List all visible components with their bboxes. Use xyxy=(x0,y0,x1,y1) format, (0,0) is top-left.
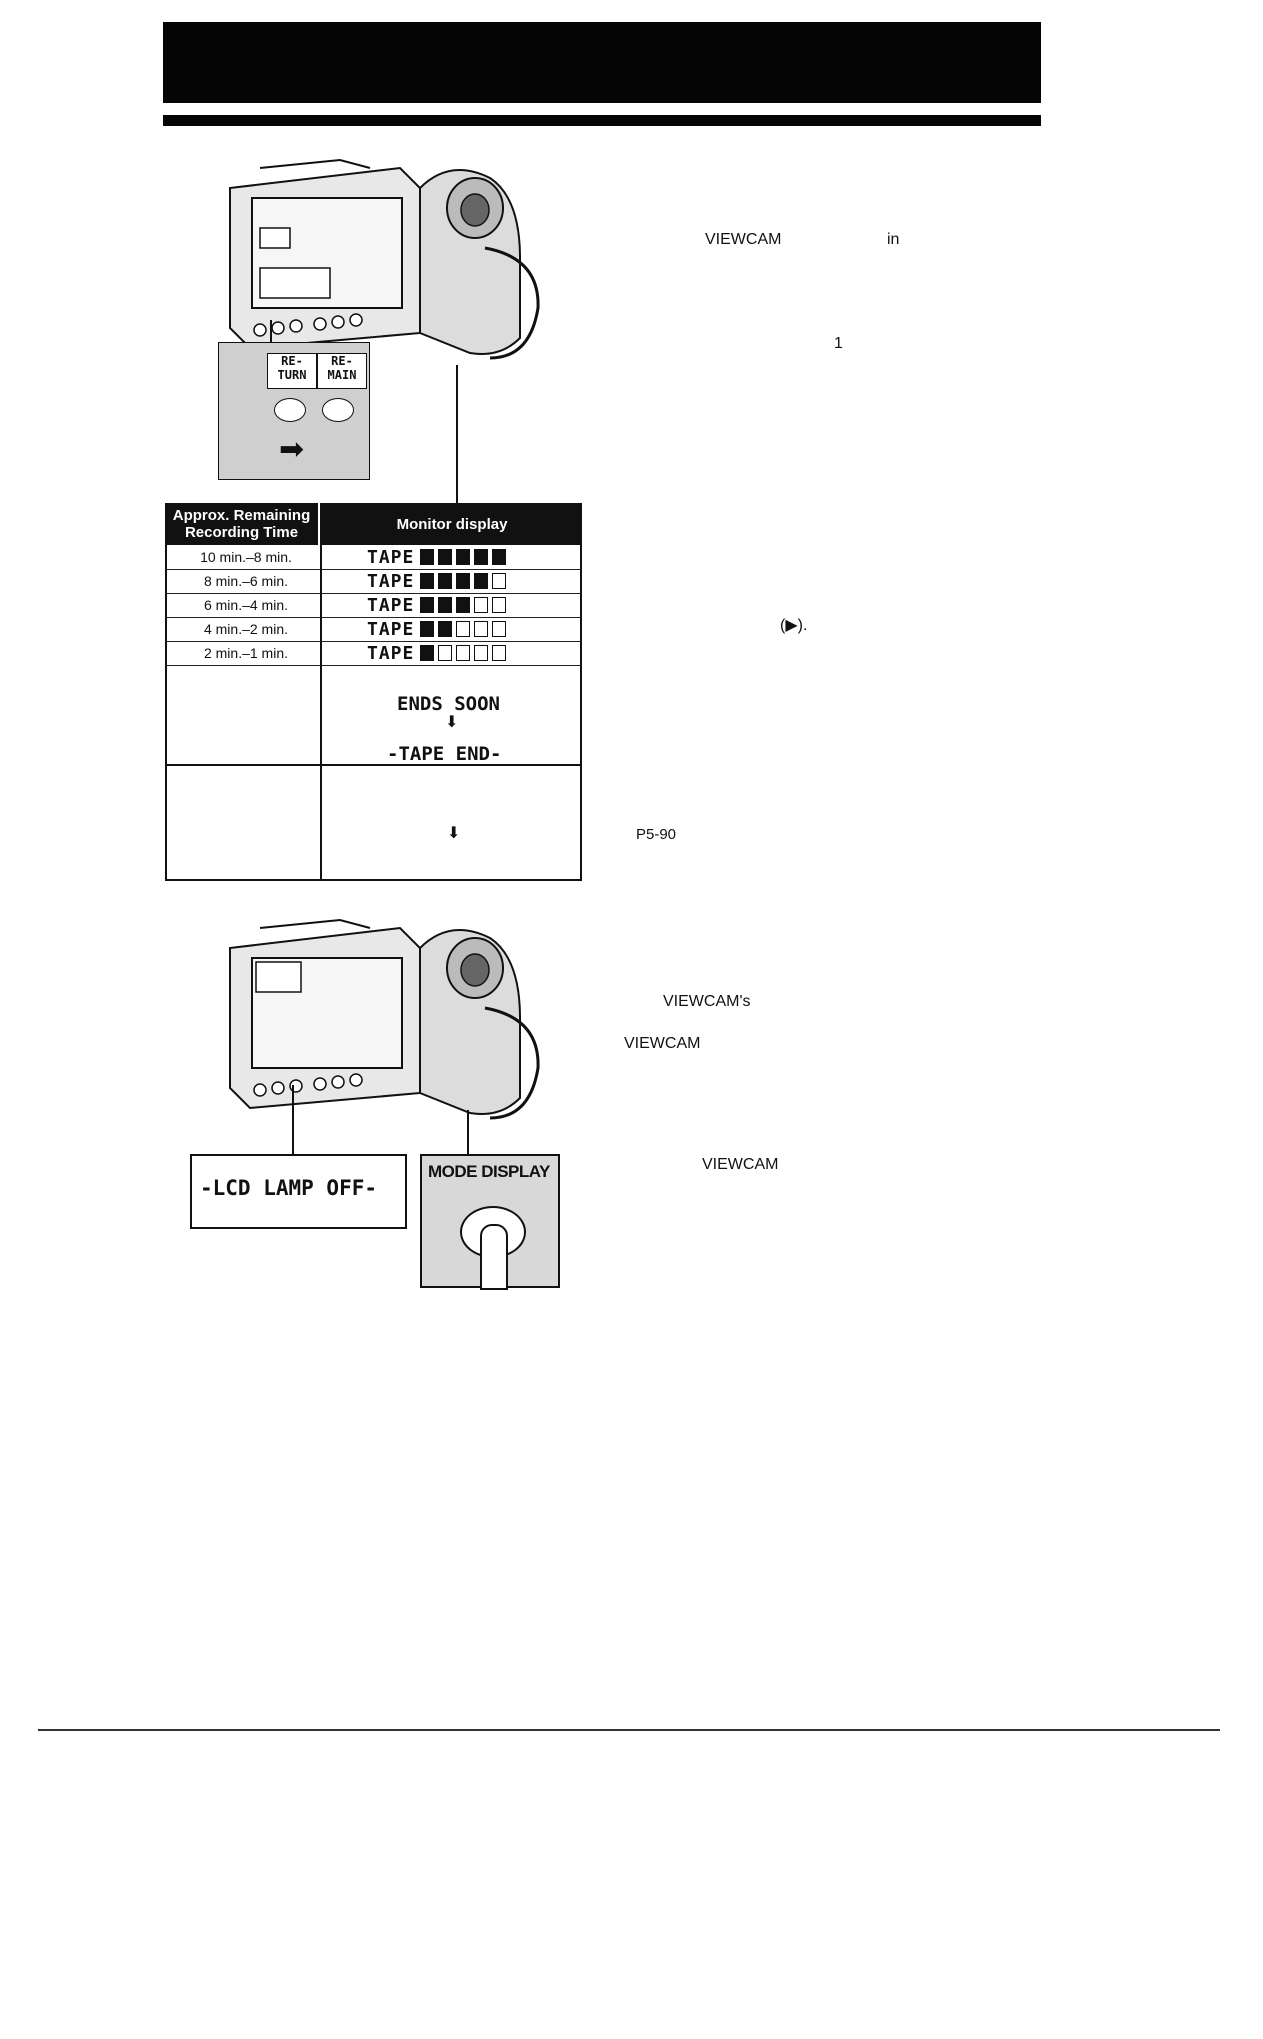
tape-bar-filled-icon xyxy=(456,597,470,613)
table-header-time: Approx. Remaining Recording Time xyxy=(165,503,318,545)
arrow-right-icon: ➡ xyxy=(279,433,305,466)
remain-label: RE- MAIN xyxy=(317,353,367,389)
tape-label: TAPE xyxy=(367,618,415,640)
return-button[interactable] xyxy=(274,398,306,422)
return-label: RE- TURN xyxy=(267,353,317,389)
row-display xyxy=(367,617,506,641)
row-display xyxy=(367,569,506,593)
header-rule xyxy=(163,115,1041,126)
tape-bar-filled-icon xyxy=(438,621,452,637)
button-inset xyxy=(218,342,370,480)
side-text-in: in xyxy=(887,231,900,248)
header-bar xyxy=(163,22,1041,103)
arrow-down-icon: ⬇ xyxy=(447,825,461,842)
arrow-down-icon: ⬇ xyxy=(445,714,459,731)
row-time: 4 min.–2 min. xyxy=(203,621,289,637)
tape-bar-empty-icon xyxy=(492,645,506,661)
side-text-viewcam: VIEWCAM xyxy=(705,231,782,248)
remain-button[interactable] xyxy=(322,398,354,422)
side-text-viewcam: VIEWCAM xyxy=(702,1156,779,1173)
table-row xyxy=(165,569,582,594)
lcd-lamp-off-text: -LCD LAMP OFF- xyxy=(200,1176,378,1200)
tape-bar-filled-icon xyxy=(438,597,452,613)
tape-bar-filled-icon xyxy=(420,645,434,661)
row-time: 2 min.–1 min. xyxy=(203,645,289,661)
side-text-viewcams: VIEWCAM's xyxy=(663,993,751,1010)
tape-bar-filled-icon xyxy=(420,549,434,565)
tape-bar-empty-icon xyxy=(492,621,506,637)
lcd-lamp-off-box xyxy=(190,1154,407,1229)
table-row xyxy=(165,617,582,642)
tape-label: TAPE xyxy=(367,570,415,592)
row-display xyxy=(367,545,506,569)
tape-bar-filled-icon xyxy=(438,573,452,589)
leader-line xyxy=(292,1085,294,1155)
tape-label: TAPE xyxy=(367,594,415,616)
tape-bar-empty-icon xyxy=(438,645,452,661)
leader-line xyxy=(467,1110,469,1155)
table-row xyxy=(165,545,582,570)
footer-rule xyxy=(38,1729,1220,1731)
camera-illustration-bottom xyxy=(220,918,550,1128)
tape-bar-filled-icon xyxy=(438,549,452,565)
tape-bar-filled-icon xyxy=(456,549,470,565)
table-row xyxy=(165,641,582,666)
row-time: 6 min.–4 min. xyxy=(203,597,289,613)
remaining-time-table xyxy=(165,503,582,881)
table-border-left xyxy=(165,545,167,881)
tape-bar-empty-icon xyxy=(456,621,470,637)
tape-bar-filled-icon xyxy=(456,573,470,589)
table-row xyxy=(165,593,582,618)
tape-bar-empty-icon xyxy=(474,645,488,661)
tape-bar-empty-icon xyxy=(456,645,470,661)
mode-display-inset xyxy=(420,1154,560,1288)
table-header-display: Monitor display xyxy=(322,503,582,545)
tape-bar-empty-icon xyxy=(492,597,506,613)
table-divider xyxy=(320,503,322,881)
row-display xyxy=(367,641,506,665)
table-bottom-rule xyxy=(165,879,582,881)
tape-bar-empty-icon xyxy=(474,621,488,637)
tape-bar-filled-icon xyxy=(420,597,434,613)
tape-bar-empty-icon xyxy=(492,573,506,589)
table-rule xyxy=(165,764,582,766)
mode-display-label: MODE DISPLAY xyxy=(428,1162,550,1181)
tape-bar-filled-icon xyxy=(492,549,506,565)
camera-drawing-bottom xyxy=(220,918,550,1128)
tape-end-text: -TAPE END- xyxy=(387,743,502,765)
tape-bar-empty-icon xyxy=(474,597,488,613)
tape-label: TAPE xyxy=(367,642,415,664)
tape-bar-filled-icon xyxy=(420,573,434,589)
side-text-play-symbol: (▶). xyxy=(780,617,808,634)
side-text-number: 1 xyxy=(834,335,843,352)
ends-soon-text: ENDS SOON xyxy=(397,693,500,715)
leader-line xyxy=(456,365,458,505)
finger-icon xyxy=(480,1224,508,1290)
table-border-right xyxy=(580,503,582,881)
side-text-reference: P5-90 xyxy=(636,826,677,843)
side-text-viewcam: VIEWCAM xyxy=(624,1035,701,1052)
tape-bar-filled-icon xyxy=(474,549,488,565)
tape-bar-filled-icon xyxy=(474,573,488,589)
row-time: 10 min.–8 min. xyxy=(200,549,292,565)
tape-bar-filled-icon xyxy=(420,621,434,637)
row-time: 8 min.–6 min. xyxy=(203,573,289,589)
tape-label: TAPE xyxy=(367,546,415,568)
row-display xyxy=(367,593,506,617)
